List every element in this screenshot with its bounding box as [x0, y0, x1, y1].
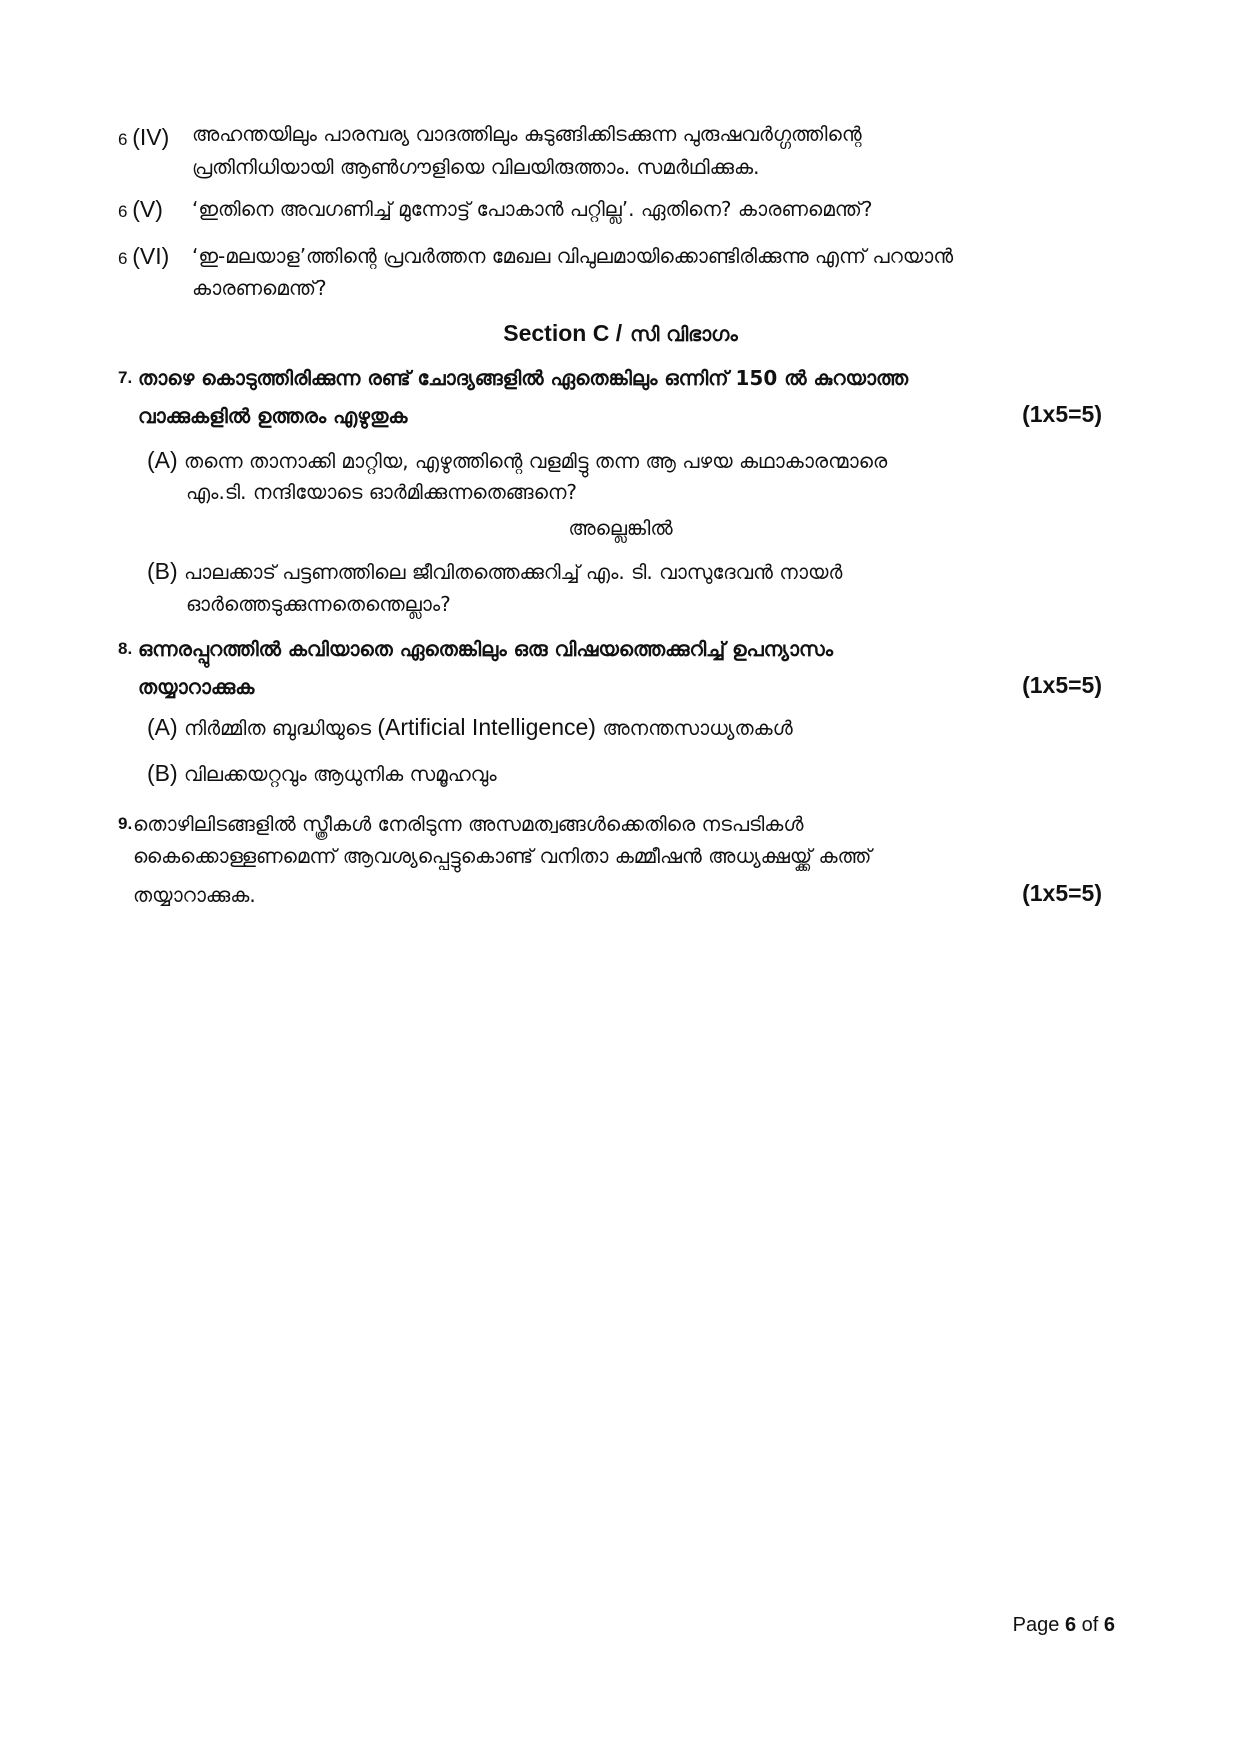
footer-of: of — [1081, 1614, 1099, 1636]
question-text-line: തയ്യാറാക്കുക — [138, 675, 255, 699]
question-text-line: ഒന്നരപ്പുറത്തിൽ കവിയാതെ ഏതെങ്കിലും ഒരു വിഷയത്തെക്കുറിച്ച് ഉപന്യാസം — [138, 637, 834, 661]
question-text-line: താഴെ കൊടുത്തിരിക്കുന്ന രണ്ട് ചോദ്യങ്ങളിൽ ഏതെങ്കിലും ഒന്നിന് 150 ൽ കുറയാത്ത — [138, 366, 909, 390]
question-text-line: കൈക്കൊള്ളണമെന്ന് ആവശ്യപ്പെട്ടുകൊണ്ട് വനിതാ കമ്മീഷൻ അധ്യക്ഷയ്ക്ക് കത്ത് — [133, 844, 872, 868]
page-number-footer — [1013, 1611, 1115, 1639]
option-text: അനന്തസാധ്യതകൾ — [602, 716, 793, 740]
question-text-line: വാക്കുകളിൽ ഉത്തരം എഴുതുക — [138, 404, 408, 428]
option-text-line: ഓർത്തെടുക്കുന്നതെന്തെല്ലാം? — [186, 592, 451, 616]
section-heading-en: Section C / — [503, 320, 623, 346]
marks-label: (1x5=5) — [1022, 401, 1102, 427]
option-text: നിർമ്മിത ബുദ്ധിയുടെ — [184, 716, 372, 740]
option-text-english: (Artificial Intelligence) — [377, 714, 596, 740]
option-text: വിലക്കയറ്റവും ആധുനിക സമൂഹവും — [184, 762, 497, 786]
question-text-line: അഹന്തയിലും പാരമ്പര്യ വാദത്തിലും കുടുങ്ങിക്കിടക്കുന്ന പുരുഷവർഗ്ഗത്തിന്റെ — [192, 122, 862, 146]
option-text: തന്നെ താനാക്കി മാറ്റിയ, എഴുത്തിന്റെ വളമിട്ടു തന്ന ആ പഴയ കഥാകാരന്മാരെ — [184, 449, 888, 473]
option-b — [147, 555, 842, 588]
roman-numeral: (IV) — [132, 124, 170, 150]
option-label: (B) — [147, 760, 178, 786]
footer-prefix: Page — [1012, 1614, 1060, 1636]
footer-current-page: 6 — [1064, 1614, 1077, 1636]
question-text-line: തൊഴിലിടങ്ങളിൽ സ്ത്രീകൾ നേരിടുന്ന അസമത്വങ്ങൾക്കെതിരെ നടപടികൾ — [133, 812, 804, 836]
option-a — [147, 444, 887, 477]
roman-numeral: (V) — [132, 196, 163, 222]
question-text-line: ‘ഇ-മലയാള’ത്തിന്റെ പ്രവർത്തന മേഖല വിപുലമായിക്കൊണ്ടിരിക്കുന്നു എന്ന് പറയാൻ — [192, 244, 954, 268]
question-number: 6 (IV) — [118, 124, 170, 150]
question-number: 9. — [118, 814, 133, 833]
question-number: 6 (VI) — [118, 243, 170, 269]
option-label: (A) — [147, 447, 178, 473]
option-text-line: എം.ടി. നന്ദിയോടെ ഓർമിക്കുന്നതെങ്ങനെ? — [186, 480, 578, 504]
question-text-line: പ്രതിനിധിയായി ആൺഗൗളിയെ വിലയിരുത്താം. സമർഥിക്കുക. — [192, 155, 760, 179]
footer-total-pages: 6 — [1103, 1614, 1115, 1636]
option-a — [147, 711, 793, 744]
roman-numeral: (VI) — [132, 243, 170, 269]
option-label: (B) — [147, 558, 178, 584]
section-c-heading — [0, 316, 1241, 351]
option-b — [147, 757, 497, 790]
marks-label: (1x5=5) — [1022, 880, 1102, 906]
section-heading-ml: സി വിഭാഗം — [630, 322, 738, 346]
question-number: 6 (V) — [118, 196, 163, 222]
option-label: (A) — [147, 714, 178, 740]
question-text-line: കാരണമെന്ത്? — [192, 276, 327, 300]
marks-label: (1x5=5) — [1022, 672, 1102, 698]
question-number: 8. — [118, 639, 133, 658]
question-text-line: ‘ഇതിനെ അവഗണിച്ച് മുന്നോട്ട് പോകാൻ പറ്റില്ല’. ഏതിനെ? കാരണമെന്ത്? — [192, 197, 873, 221]
option-text: പാലക്കാട് പട്ടണത്തിലെ ജീവിതത്തെക്കുറിച്ച് എം. ടി. വാസുദേവൻ നായർ — [184, 560, 843, 584]
question-number: 7. — [118, 368, 133, 387]
or-separator: അല്ലെങ്കിൽ — [568, 516, 673, 540]
question-text-line: തയ്യാറാക്കുക. — [133, 883, 256, 907]
